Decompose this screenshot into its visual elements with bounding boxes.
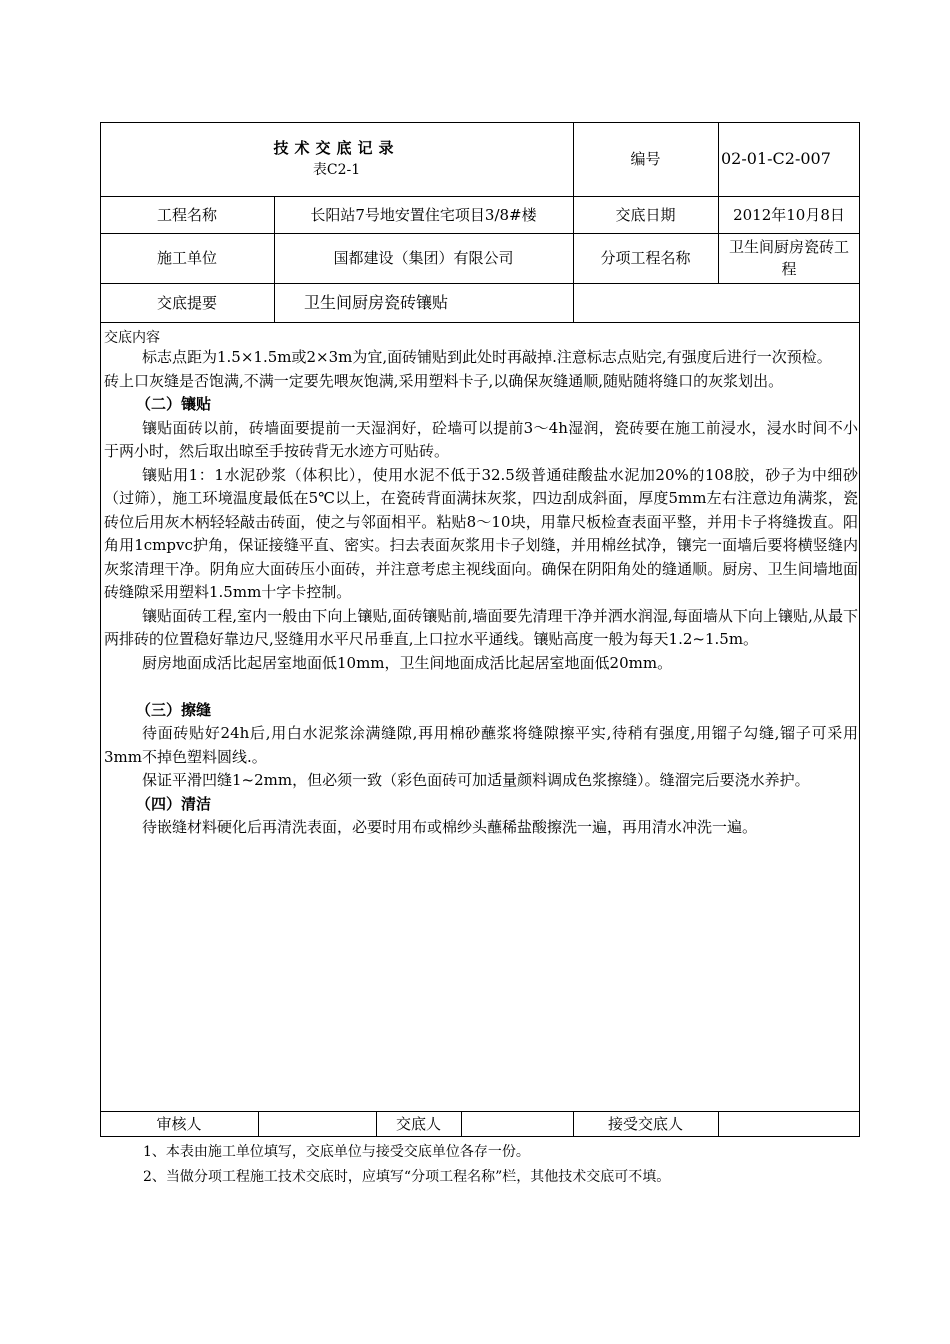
row-divider-4 bbox=[100, 322, 860, 323]
header-title-cell bbox=[100, 122, 573, 196]
footnote-1: 1、本表由施工单位填写，交底单位与接受交底单位各存一份。 bbox=[143, 1144, 530, 1160]
number-label: 编号 bbox=[630, 150, 661, 168]
project-value: 长阳站7号地安置住宅项目3/8#楼 bbox=[310, 205, 537, 224]
summary-value: 卫生间厨房瓷砖镶贴 bbox=[304, 292, 449, 312]
content-label: 交底内容 bbox=[104, 330, 160, 346]
content-paragraph: 待面砖贴好24h后,用白水泥浆涂满缝隙,再用棉砂蘸浆将缝隙擦平实,待稍有强度,用镏子勾缝,镏子可采用3mm不掉色塑料圆线.。 bbox=[104, 724, 858, 766]
number-value: 02-01-C2-007 bbox=[721, 149, 831, 168]
presenter-signature-field[interactable] bbox=[461, 1111, 573, 1137]
subproject-value: 卫生间厨房瓷砖工程 bbox=[728, 238, 849, 278]
section-heading: （二）镶贴 bbox=[136, 395, 212, 413]
subproject-label: 分项工程名称 bbox=[600, 249, 691, 267]
content-paragraph: 保证平滑凹缝1~2mm，但必须一致（彩色面砖可加适量颜料调成色浆擦缝）。缝溜完后要浇水养护。 bbox=[142, 771, 810, 789]
content-paragraph: 砖上口灰缝是否饱满,不满一定要先喂灰饱满,采用塑料卡子,以确保灰缝通顺,随贴随将缝口的灰浆划出。 bbox=[104, 371, 784, 390]
content-paragraph: 镶贴用1：1水泥砂浆（体积比），使用水泥不低于32.5级普通硅酸盐水泥加20%的108胶，砂子为中细砂（过筛），施工环境温度最低在5℃以上，在瓷砖背面满抹灰浆，四边刮成斜面，厚度5mm左右注意边角满浆，瓷砖位后用灰木柄轻轻敲击砖面，使之与邻面相平。粘贴8～10块，用靠尺板检查表面平整，并用卡子将缝拨直。阳角用1cmpvc护角，保证接缝平直、密实。扫去表面灰浆用卡子划缝，并用棉丝拭净，镶完一面墙后要将横竖缝内灰浆清理干净。阴角应大面砖压小面砖，并注意考虑主视线面向。确保在阴阳角处的缝通顺。厨房、卫生间墙地面砖缝隙采用塑料1.5mm十字卡控制。 bbox=[104, 465, 858, 601]
section-heading: （四）清洁 bbox=[136, 794, 212, 813]
content-paragraph: 厨房地面成活比起居室地面低10mm，卫生间地面成活比起居室地面低20mm。 bbox=[142, 653, 673, 672]
date-label: 交底日期 bbox=[615, 205, 676, 224]
contractor-label: 施工单位 bbox=[156, 249, 217, 267]
receiver-signature-field[interactable] bbox=[718, 1111, 860, 1137]
receiver-label: 接受交底人 bbox=[607, 1115, 683, 1133]
content-body bbox=[104, 346, 858, 840]
content-paragraph: 标志点距为1.5×1.5m或2×3m为宜,面砖铺贴到此处时再敲掉.注意标志点贴完,有强度后进行一次预检。 bbox=[142, 348, 832, 366]
contractor-value: 国都建设（集团）有限公司 bbox=[333, 249, 514, 267]
footnote-2: 2、当做分项工程施工技术交底时，应填写“分项工程名称”栏，其他技术交底可不填。 bbox=[143, 1169, 671, 1185]
section-heading: （三）擦缝 bbox=[136, 700, 212, 719]
reviewer-signature-field[interactable] bbox=[258, 1111, 376, 1137]
reviewer-label: 审核人 bbox=[156, 1115, 202, 1133]
project-label: 工程名称 bbox=[156, 205, 217, 224]
summary-label: 交底提要 bbox=[156, 293, 217, 312]
content-paragraph: 待嵌缝材料硬化后再清洗表面，必要时用布或棉纱头蘸稀盐酸擦洗一遍，再用清水冲洗一遍。 bbox=[142, 818, 758, 836]
content-paragraph: 镶贴面砖工程,室内一般由下向上镶贴,面砖镶贴前,墙面要先清理干净并洒水润湿,每面墙从下向上镶贴,从最下两排砖的位置稳好靠边尺,竖缝用水平尺吊垂直,上口拉水平通线。镶贴高度一般为每天1.2~1.5m。 bbox=[104, 606, 858, 648]
form-number: 表C2-1 bbox=[312, 162, 361, 178]
date-value: 2012年10月8日 bbox=[733, 205, 845, 224]
presenter-label: 交底人 bbox=[395, 1115, 441, 1133]
page-title: 技术交底记录 bbox=[273, 139, 400, 157]
content-paragraph: 镶贴面砖以前，砖墙面要提前一天湿润好，砼墙可以提前3～4h湿润，瓷砖要在施工前浸水，浸水时间不小于两小时，然后取出晾至手按砖背无水迹方可贴砖。 bbox=[104, 418, 858, 460]
